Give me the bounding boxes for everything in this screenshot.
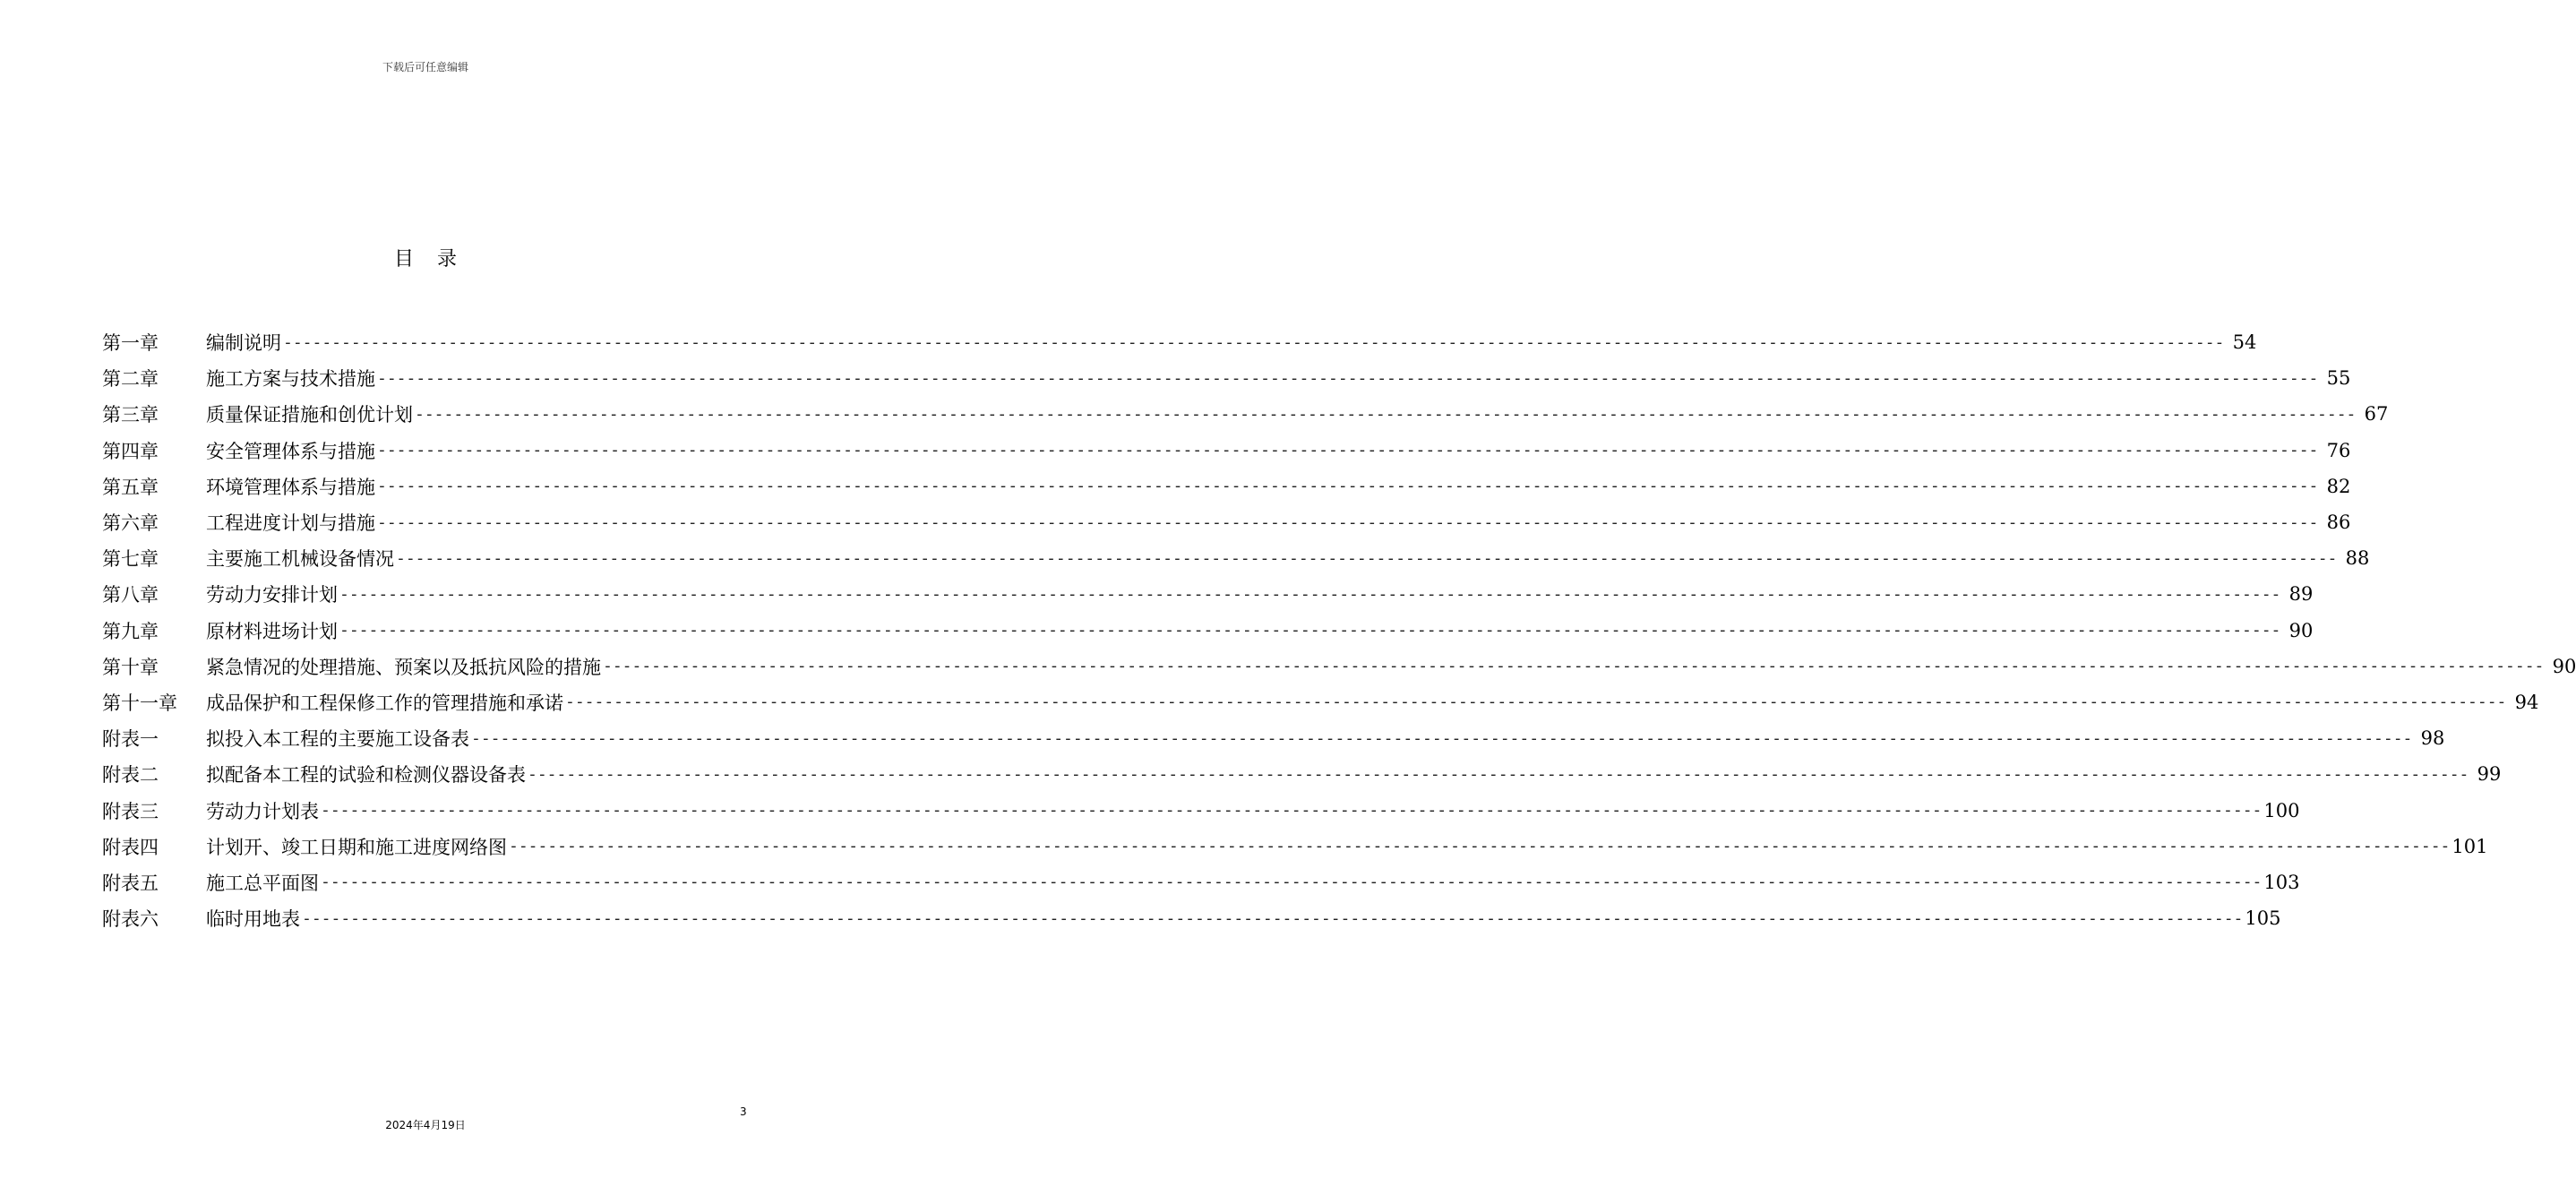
toc-leader: -------------------------------------------------------------------------------------------------------------------------------------------------------------------------------------------------------- (321, 873, 2263, 892)
toc-chapter-title: 原材料进场计划 (206, 620, 338, 642)
toc-row[interactable] (102, 540, 2370, 576)
toc-leader: -------------------------------------------------------------------------------------------------------------------------------------------------------------------------------------------------------- (528, 764, 2469, 784)
toc-chapter-number: 第八章 (102, 584, 159, 606)
toc-leader: -------------------------------------------------------------------------------------------------------------------------------------------------------------------------------------------------------- (415, 404, 2357, 424)
toc-page-number: 98 (2420, 727, 2445, 750)
toc-page-number: 90 (2288, 619, 2314, 641)
toc-chapter-title: 计划开、竣工日期和施工进度网络图 (206, 836, 507, 858)
table-of-contents (102, 324, 2576, 936)
toc-row[interactable] (102, 360, 2351, 396)
toc-page-number: 82 (2326, 475, 2351, 497)
toc-leader: -------------------------------------------------------------------------------------------------------------------------------------------------------------------------------------------------------- (302, 908, 2244, 928)
toc-page-number: 76 (2326, 439, 2351, 461)
toc-page-number: 101 (2451, 835, 2488, 857)
toc-row[interactable] (102, 576, 2314, 612)
toc-leader: -------------------------------------------------------------------------------------------------------------------------------------------------------------------------------------------------------- (377, 477, 2319, 496)
toc-leader: -------------------------------------------------------------------------------------------------------------------------------------------------------------------------------------------------------- (321, 801, 2263, 821)
toc-leader: -------------------------------------------------------------------------------------------------------------------------------------------------------------------------------------------------------- (339, 621, 2281, 641)
toc-page-number: 67 (2364, 403, 2389, 426)
toc-leader: -------------------------------------------------------------------------------------------------------------------------------------------------------------------------------------------------------- (471, 728, 2413, 748)
toc-chapter-title: 紧急情况的处理措施、预案以及抵抗风险的措施 (206, 656, 601, 678)
toc-chapter-title: 临时用地表 (206, 908, 300, 931)
toc-chapter-title: 质量保证措施和创优计划 (206, 404, 413, 426)
toc-chapter-title: 拟投入本工程的主要施工设备表 (206, 728, 469, 751)
footer-date: 2024年4月19日 (385, 1119, 466, 1131)
toc-chapter-number: 第五章 (102, 476, 159, 498)
toc-row[interactable] (102, 469, 2351, 504)
toc-row[interactable] (102, 396, 2389, 432)
toc-page-number: 90 (2552, 655, 2576, 677)
toc-row[interactable] (102, 324, 2257, 360)
toc-page-number: 105 (2245, 907, 2281, 930)
page-number: 3 (740, 1105, 747, 1118)
toc-leader: -------------------------------------------------------------------------------------------------------------------------------------------------------------------------------------------------------- (603, 657, 2545, 676)
toc-chapter-number: 第六章 (102, 512, 159, 535)
toc-chapter-title: 主要施工机械设备情况 (206, 548, 394, 571)
toc-leader: -------------------------------------------------------------------------------------------------------------------------------------------------------------------------------------------------------- (377, 512, 2319, 532)
toc-row[interactable] (102, 864, 2300, 900)
toc-chapter-title: 施工方案与技术措施 (206, 368, 375, 391)
toc-page-number: 100 (2263, 799, 2300, 821)
toc-row[interactable] (102, 649, 2576, 684)
toc-page-number: 89 (2288, 583, 2314, 606)
toc-chapter-number: 附表四 (102, 836, 159, 858)
toc-page-number: 55 (2326, 367, 2351, 390)
toc-chapter-number: 附表二 (102, 764, 159, 787)
toc-chapter-title: 安全管理体系与措施 (206, 440, 375, 462)
toc-chapter-number: 第一章 (102, 332, 159, 355)
toc-chapter-title: 劳动力安排计划 (206, 584, 338, 606)
toc-page-number: 86 (2326, 512, 2351, 534)
toc-page-number: 99 (2477, 763, 2502, 786)
toc-chapter-number: 附表一 (102, 728, 159, 751)
toc-row[interactable] (102, 433, 2351, 469)
toc-chapter-title: 拟配备本工程的试验和检测仪器设备表 (206, 764, 526, 787)
toc-leader: -------------------------------------------------------------------------------------------------------------------------------------------------------------------------------------------------------- (339, 584, 2281, 604)
toc-row[interactable] (102, 613, 2314, 649)
toc-chapter-number: 第九章 (102, 620, 159, 642)
toc-row[interactable] (102, 504, 2351, 540)
toc-chapter-number: 第三章 (102, 404, 159, 426)
toc-chapter-number: 附表五 (102, 872, 159, 894)
toc-page-number: 54 (2232, 331, 2257, 354)
toc-chapter-title: 环境管理体系与措施 (206, 476, 375, 498)
toc-chapter-title: 劳动力计划表 (206, 800, 319, 822)
toc-chapter-number: 第二章 (102, 368, 159, 391)
toc-row[interactable] (102, 792, 2300, 828)
toc-chapter-number: 第四章 (102, 440, 159, 462)
toc-leader: -------------------------------------------------------------------------------------------------------------------------------------------------------------------------------------------------------- (396, 548, 2338, 568)
toc-chapter-number: 第十章 (102, 656, 159, 678)
toc-chapter-title: 工程进度计划与措施 (206, 512, 375, 535)
toc-row[interactable] (102, 829, 2488, 864)
toc-leader: -------------------------------------------------------------------------------------------------------------------------------------------------------------------------------------------------------- (565, 692, 2507, 712)
toc-chapter-number: 第七章 (102, 548, 159, 571)
toc-page-number: 94 (2514, 691, 2539, 713)
toc-chapter-title: 施工总平面图 (206, 872, 319, 894)
toc-leader: -------------------------------------------------------------------------------------------------------------------------------------------------------------------------------------------------------- (509, 837, 2451, 856)
toc-row[interactable] (102, 684, 2539, 720)
toc-chapter-number: 第十一章 (102, 692, 177, 714)
toc-row[interactable] (102, 900, 2281, 936)
toc-page-number: 88 (2345, 547, 2370, 570)
toc-title: 目录 (393, 248, 480, 271)
toc-chapter-title: 成品保护和工程保修工作的管理措施和承诺 (206, 692, 563, 714)
toc-leader: -------------------------------------------------------------------------------------------------------------------------------------------------------------------------------------------------------- (377, 441, 2319, 460)
toc-chapter-number: 附表六 (102, 908, 159, 931)
toc-leader: -------------------------------------------------------------------------------------------------------------------------------------------------------------------------------------------------------- (283, 332, 2225, 352)
header-note: 下载后可任意编辑 (382, 61, 468, 73)
toc-chapter-title: 编制说明 (206, 332, 281, 355)
toc-leader: -------------------------------------------------------------------------------------------------------------------------------------------------------------------------------------------------------- (377, 368, 2319, 388)
toc-page-number: 103 (2263, 871, 2300, 893)
toc-row[interactable] (102, 720, 2445, 756)
toc-chapter-number: 附表三 (102, 800, 159, 822)
toc-row[interactable] (102, 756, 2502, 792)
